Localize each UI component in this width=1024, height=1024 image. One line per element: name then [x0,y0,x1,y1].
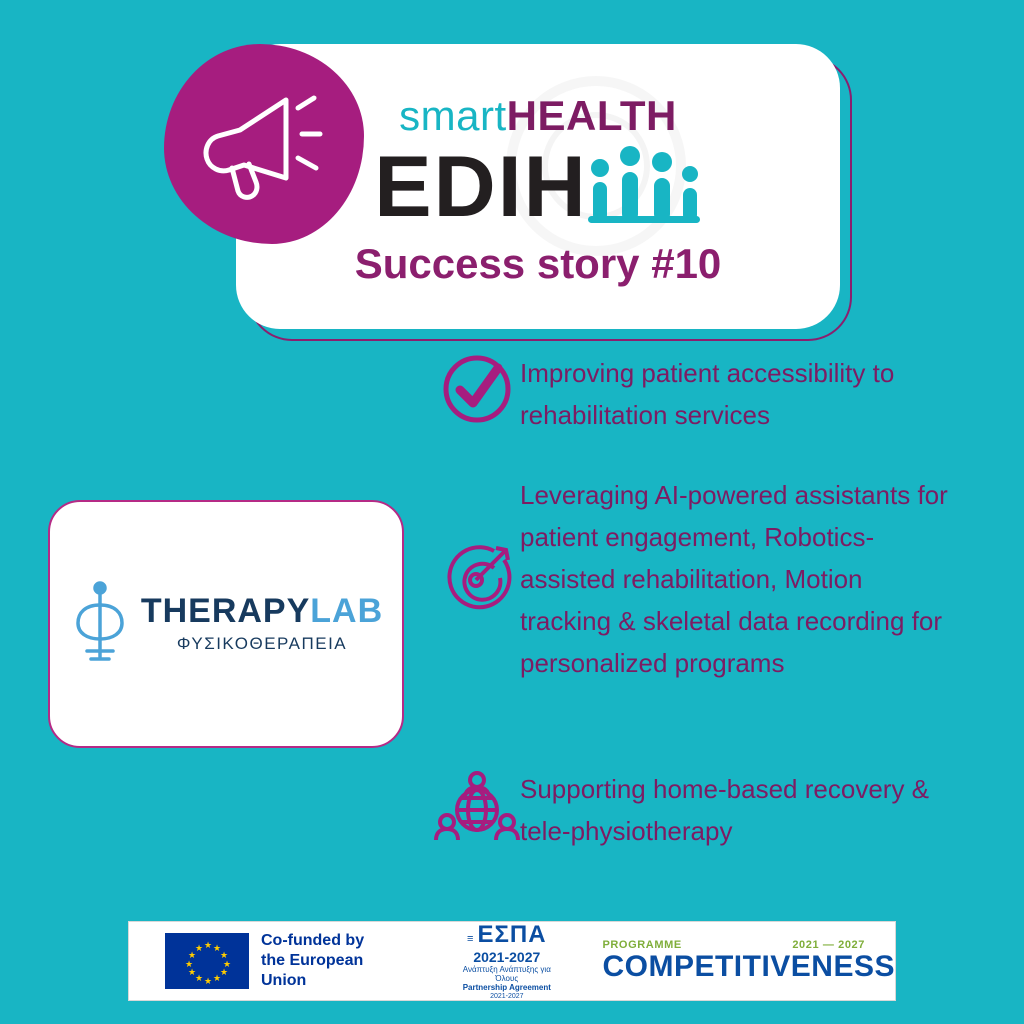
bullet-text: Improving patient accessibility to rehabilitation services [520,358,895,430]
megaphone-badge [164,44,364,244]
bullet-text: Supporting home-based recovery & tele-physiotherapy [520,774,930,846]
eu-funding-line-1: Co-funded by [261,932,365,949]
programme-years: 2021 — 2027 [792,939,865,952]
partner-logo-text [141,594,383,654]
target-dart-icon [434,540,520,618]
espa-greek-line: Ανάπτυξη Ανάπτυξης για Όλους [462,965,551,984]
partner-name-primary: THERAPY [140,592,311,630]
caduceus-icon [69,579,131,670]
espa-agreement-years: 2021-2027 [490,992,524,1000]
programme-title: COMPETITIVENESS [602,950,895,984]
eu-funding-block [165,931,409,991]
funding-footer [128,921,896,1001]
brand-edih-text: EDIH [374,139,588,235]
brand-health-text: HEALTH [506,92,677,139]
eu-funding-line-2: the European Union [261,952,364,989]
people-group-icon [582,146,702,229]
eu-funding-text [261,931,409,991]
espa-years: 2021-2027 [473,948,541,965]
partner-logo [69,579,383,670]
partner-name-secondary: LAB [310,592,384,630]
partner-logo-card [48,500,404,748]
espa-agreement: Partnership Agreement [462,983,551,993]
bullet-text: Leveraging AI-powered assistants for patient engagement, Robotics-assisted rehabilitation, Motion tracking & skeletal data recording for personalized programs [520,480,948,678]
partner-name [141,594,383,628]
megaphone-icon [194,78,334,213]
programme-label: PROGRAMME [602,939,682,952]
bullet-item [434,768,950,854]
check-circle-icon [434,352,520,426]
espa-block [451,921,562,1000]
bullet-item [434,352,950,436]
eu-flag-icon: ★ ★ ★ ★ ★ ★ ★ ★ ★ ★ ★ ★ [165,933,249,989]
brand-smart-text: smart [399,92,507,139]
bullet-item [434,474,950,684]
partner-subtitle: ΦΥΣΙΚΟΘΕΡΑΠΕΙΑ [176,634,348,653]
globe-people-icon [434,768,520,854]
espa-acronym: ΕΣΠΑ [477,921,547,949]
espa-top-row [451,921,562,949]
programme-block [602,939,895,983]
page-title: Success story #10 [354,240,722,287]
greek-flag-icon: ≡ [467,933,474,946]
